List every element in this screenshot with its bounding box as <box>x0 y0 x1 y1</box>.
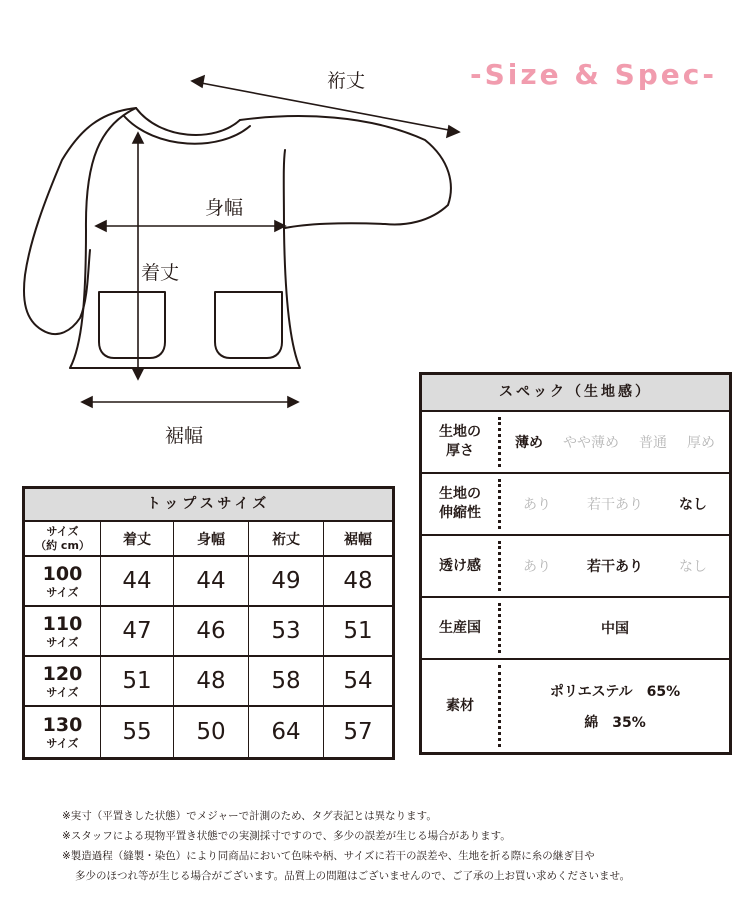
stretch-options <box>501 474 729 534</box>
tops-size-table-title: トップスサイズ <box>25 489 392 522</box>
column-header-kitake: 着丈 <box>101 522 174 555</box>
table-row <box>25 607 392 657</box>
option-normal: 普通 <box>639 435 667 451</box>
kitake-label: 着丈 <box>141 262 180 284</box>
note-line: ※製造過程（縫製・染色）により同商品において色味や柄、サイズに若干の誤差や、生地を折る際に糸の継ぎ目や <box>62 850 595 862</box>
column-header-yukitake: 裄丈 <box>249 522 324 555</box>
thickness-options <box>501 412 729 472</box>
note-line: ※スタッフによる現物平置き状態での実測採寸ですので、多少の誤差が生じる場合があります。 <box>62 830 511 842</box>
size-cell: 130 サイズ <box>25 707 101 757</box>
table-cell: 51 <box>101 657 174 705</box>
option-thin: 薄め <box>515 435 543 451</box>
option-slightly-thin: やや薄め <box>563 435 619 451</box>
size-cell: 120 サイズ <box>25 657 101 705</box>
option-slightly: 若干あり <box>587 559 643 575</box>
spec-label-thickness: 生地の 厚さ <box>439 424 481 459</box>
option-thick: 厚め <box>687 435 715 451</box>
material-values <box>501 660 729 752</box>
table-cell: 44 <box>174 557 249 605</box>
spec-row-sheerness <box>422 536 729 598</box>
size-column-header <box>25 522 101 555</box>
kitake-arrow-head-top <box>133 133 143 143</box>
mihaba-arrow-head-left <box>96 221 106 231</box>
yukitake-label: 裄丈 <box>327 70 366 92</box>
spec-row-thickness <box>422 412 729 474</box>
table-cell: 55 <box>101 707 174 757</box>
spec-label-stretch: 生地の 伸縮性 <box>439 486 481 521</box>
origin-value: 中国 <box>601 621 629 637</box>
table-cell: 53 <box>249 607 324 655</box>
table-cell: 46 <box>174 607 249 655</box>
table-cell: 54 <box>343 668 373 694</box>
table-cell: 49 <box>249 557 324 605</box>
spec-label-sheerness: 透け感 <box>439 557 481 574</box>
spec-row-origin <box>422 598 729 660</box>
garment-body-outline <box>70 108 300 368</box>
size-column-header-line1: サイズ <box>46 524 79 538</box>
table-cell: 57 <box>343 719 373 745</box>
susohaba-arrow-head-left <box>82 397 92 407</box>
garment-left-sleeve-outline <box>24 108 136 334</box>
fabric-spec-table <box>419 372 732 755</box>
garment-right-sleeve-outline <box>240 116 451 228</box>
susohaba-arrow-head-right <box>288 397 298 407</box>
size-cell: 110 サイズ <box>25 607 101 655</box>
spec-row-material <box>422 660 729 752</box>
garment-collar-outline <box>136 108 240 135</box>
option-none: なし <box>679 497 707 513</box>
table-row <box>25 557 392 607</box>
note-line: 多少のほつれ等が生じる場合がございます。品質上の問題はございませんので、ご了承の上お買い求めくださいませ。 <box>75 870 631 882</box>
option-yes: あり <box>523 559 551 575</box>
table-cell: 50 <box>174 707 249 757</box>
table-row <box>25 707 392 757</box>
material-line-polyester: ポリエステル 65% <box>549 683 681 700</box>
garment-outline <box>0 0 480 460</box>
note-line: ※実寸（平置きした状態）でメジャーで計測のため、タグ表記とは異なります。 <box>62 810 437 822</box>
table-cell: 58 <box>249 657 324 705</box>
table-row <box>25 657 392 707</box>
tops-size-table <box>22 486 395 760</box>
table-cell: 44 <box>101 557 174 605</box>
column-header-susohaba: 裾幅 <box>344 531 372 548</box>
tops-size-table-header-row <box>25 522 392 557</box>
table-cell: 48 <box>174 657 249 705</box>
table-cell: 64 <box>249 707 324 757</box>
mihaba-label: 身幅 <box>205 197 244 219</box>
option-yes: あり <box>523 497 551 513</box>
yukitake-arrow-head-right <box>447 126 459 137</box>
table-cell: 51 <box>343 618 373 644</box>
right-pocket-outline <box>215 292 282 358</box>
column-header-mihaba: 身幅 <box>174 522 249 555</box>
size-column-header-line2: （約 cm） <box>35 538 90 552</box>
yukitake-arrow-head-left <box>192 76 204 87</box>
spec-label-origin: 生産国 <box>439 619 481 636</box>
option-slightly: 若干あり <box>587 497 643 513</box>
fabric-spec-table-title: スペック（生地感） <box>422 375 729 412</box>
spec-row-stretch <box>422 474 729 536</box>
left-pocket-outline <box>99 292 165 358</box>
susohaba-label: 裾幅 <box>165 425 204 447</box>
kitake-arrow-head-bottom <box>133 369 143 379</box>
size-cell: 100 サイズ <box>25 557 101 605</box>
table-cell: 47 <box>101 607 174 655</box>
option-none: なし <box>679 559 707 575</box>
spec-label-material: 素材 <box>446 697 474 714</box>
size-spec-title: -Size & Spec- <box>470 58 718 91</box>
notes <box>62 806 742 886</box>
table-cell: 48 <box>343 568 373 594</box>
material-line-cotton: 綿 35% <box>584 714 646 731</box>
sheerness-options <box>501 536 729 596</box>
garment-diagram <box>0 0 480 460</box>
garment-collar-inner <box>124 116 250 144</box>
